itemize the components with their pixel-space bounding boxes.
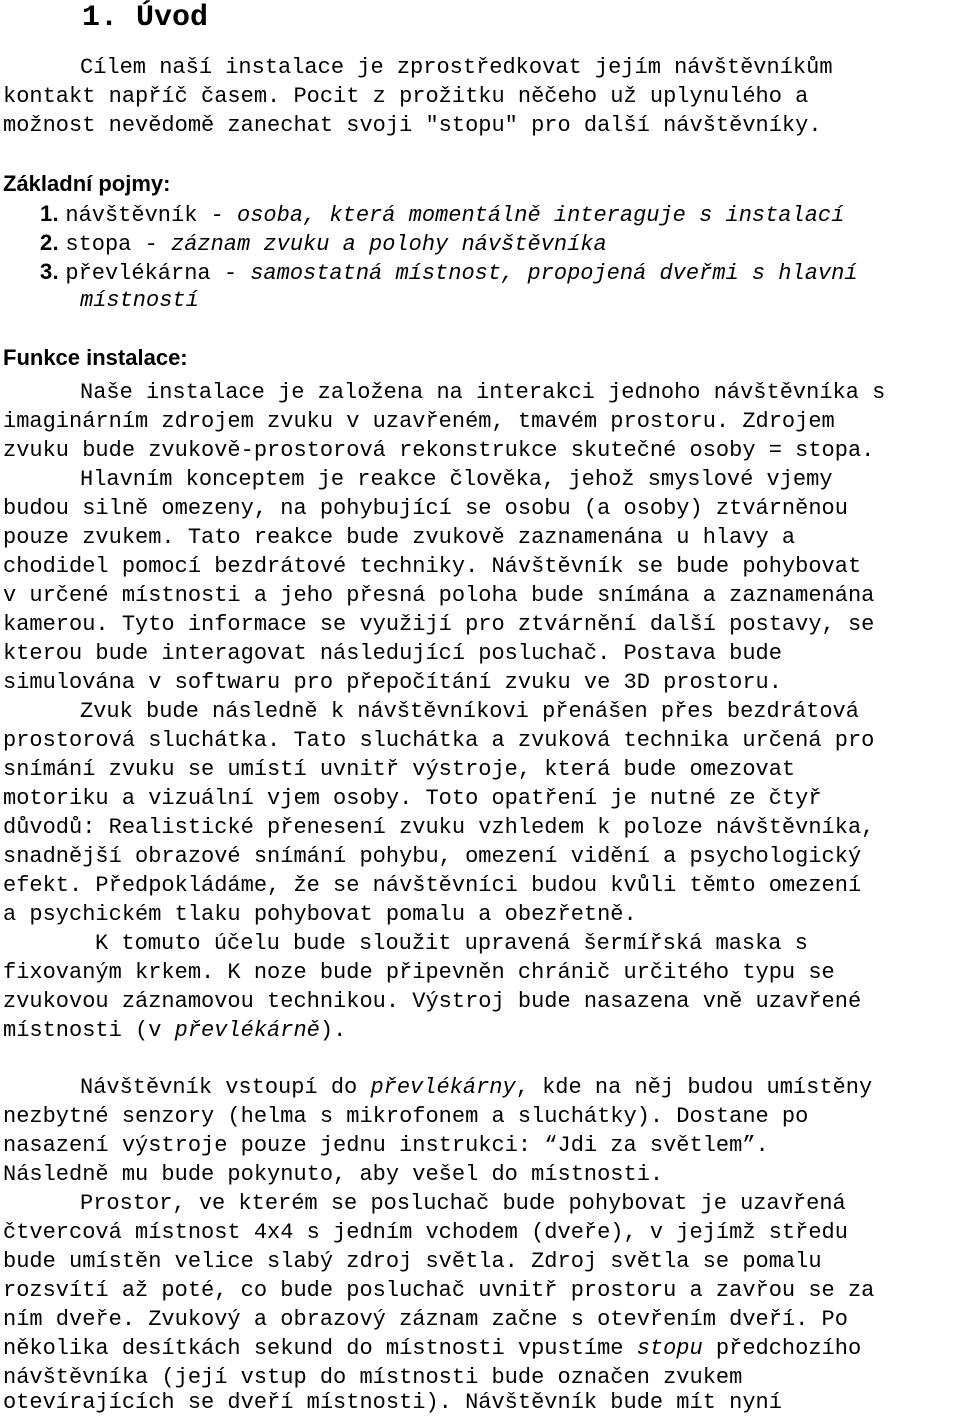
body-line: a psychickém tlaku pohybovat pomalu a obezřetně. bbox=[3, 902, 637, 927]
body-line: efekt. Předpokládáme, že se návštěvníci budou kvůli těmto omezení bbox=[3, 873, 862, 898]
body-line: prostorová sluchátka. Tato sluchátka a zvuková technika určená pro bbox=[3, 728, 875, 753]
term-item bbox=[3, 229, 607, 257]
body-line: pouze zvukem. Tato reakce bude zvukově zaznamenána u hlavy a bbox=[3, 525, 796, 550]
body-line bbox=[3, 1335, 861, 1363]
terms-title: Základní pojmy: bbox=[3, 171, 171, 196]
body-line: budou silně omezeny, na pohybující se osobu (a osoby) ztvárněnou bbox=[3, 496, 848, 521]
term-number: 1. bbox=[40, 201, 66, 226]
body-line: kterou bude interagovat následující posluchač. Postava bude bbox=[3, 641, 782, 666]
body-line: Následně mu bude pokynuto, aby vešel do místnosti. bbox=[3, 1162, 664, 1187]
body-line: Prostor, ve kterém se posluchač bude pohybovat je uzavřená bbox=[80, 1191, 846, 1216]
body-text: ). bbox=[319, 1018, 347, 1043]
body-line: rozsvítí až poté, co bude posluchač uvnitř prostoru a zavřou se za bbox=[3, 1278, 875, 1303]
body-emphasis: převlékárny bbox=[370, 1075, 516, 1100]
term-item bbox=[3, 258, 858, 286]
body-line: nasazení výstroje pouze jednu instrukci: “Jdi za světlem”. bbox=[3, 1133, 769, 1158]
body-line: nezbytné senzory (helma s mikrofonem a sluchátky). Dostane po bbox=[3, 1104, 809, 1129]
body-line: motoriku a vizuální vjem osoby. Toto opatření je nutné ze čtyř bbox=[3, 786, 822, 811]
body-text: místnosti (v bbox=[3, 1018, 175, 1043]
body-line: kamerou. Tyto informace se využijí pro ztvárnění další postavy, se bbox=[3, 612, 875, 637]
body-line: fixovaným krkem. K noze bude připevněn chránič určitého typu se bbox=[3, 960, 835, 985]
term-number: 2. bbox=[40, 230, 66, 255]
function-title: Funkce instalace: bbox=[3, 345, 188, 370]
body-line: otevírajících se dveří místnosti). Návštěvník bude mít nyní bbox=[3, 1390, 782, 1415]
body-text: několika desítkách sekund do místnosti vpustíme bbox=[3, 1336, 637, 1361]
term-name: návštěvník bbox=[65, 203, 211, 228]
term-definition: místností bbox=[80, 288, 199, 313]
term-name: stopa bbox=[65, 232, 145, 257]
page-title: 1. Úvod bbox=[82, 1, 209, 35]
body-line: snadnější obrazové snímání pohybu, omezení vidění a psychologický bbox=[3, 844, 862, 869]
body-text: , kde na něj budou umístěny bbox=[515, 1075, 873, 1100]
term-item bbox=[3, 200, 844, 228]
term-number: 3. bbox=[40, 259, 66, 284]
body-line: bude umístěn velice slabý zdroj světla. Zdroj světla se pomalu bbox=[3, 1249, 822, 1274]
body-emphasis: stopu bbox=[636, 1336, 703, 1361]
body-line: Naše instalace je založena na interakci jednoho návštěvníka s bbox=[80, 380, 886, 405]
term-definition: - samostatná místnost, propojená dveřmi s hlavní bbox=[223, 261, 858, 286]
body-line: Hlavním konceptem je reakce člověka, jehož smyslové vjemy bbox=[80, 467, 833, 492]
term-definition: - záznam zvuku a polohy návštěvníka bbox=[144, 232, 607, 257]
body-text: Návštěvník vstoupí do bbox=[80, 1075, 371, 1100]
body-line: zvuku bude zvukově-prostorová rekonstrukce skutečné osoby = stopa. bbox=[3, 438, 875, 463]
term-definition: - osoba, která momentálně interaguje s instalací bbox=[210, 203, 845, 228]
intro-line: kontakt napříč časem. Pocit z prožitku něčeho už uplynulého a bbox=[3, 84, 809, 109]
body-line: důvodů: Realistické přenesení zvuku vzhledem k poloze návštěvníka, bbox=[3, 815, 875, 840]
body-text: předchozího bbox=[702, 1336, 862, 1361]
body-line: imaginárním zdrojem zvuku v uzavřeném, tmavém prostoru. Zdrojem bbox=[3, 409, 835, 434]
body-line: chodidel pomocí bezdrátové techniky. Návštěvník se bude pohybovat bbox=[3, 554, 862, 579]
body-line bbox=[3, 1017, 346, 1045]
body-line: v určené místnosti a jeho přesná poloha bude snímána a zaznamenána bbox=[3, 583, 875, 608]
body-line: K tomuto účelu bude sloužit upravená šermířská maska s bbox=[95, 931, 808, 956]
body-line: návštěvníka (její vstup do místnosti bude označen zvukem bbox=[3, 1365, 743, 1390]
intro-line: Cílem naší instalace je zprostředkovat jejím návštěvníkům bbox=[80, 55, 833, 80]
body-line: zvukovou záznamovou technikou. Výstroj bude nasazena vně uzavřené bbox=[3, 989, 862, 1014]
term-name: převlékárna bbox=[65, 261, 224, 286]
body-line: simulována v softwaru pro přepočítání zvuku ve 3D prostoru. bbox=[3, 670, 782, 695]
body-line: ním dveře. Zvukový a obrazový záznam začne s otevřením dveří. Po bbox=[3, 1307, 848, 1332]
intro-line: možnost nevědomě zanechat svoji "stopu" pro další návštěvníky. bbox=[3, 113, 822, 138]
body-line: snímání zvuku se umístí uvnitř výstroje, která bude omezovat bbox=[3, 757, 796, 782]
term-definition-continuation bbox=[80, 287, 199, 315]
body-line: Zvuk bude následně k návštěvníkovi přenášen přes bezdrátová bbox=[80, 699, 859, 724]
body-line bbox=[80, 1074, 872, 1102]
body-line: čtvercová místnost 4x4 s jedním vchodem (dveře), v jejímž středu bbox=[3, 1220, 848, 1245]
body-emphasis: převlékárně bbox=[174, 1018, 320, 1043]
